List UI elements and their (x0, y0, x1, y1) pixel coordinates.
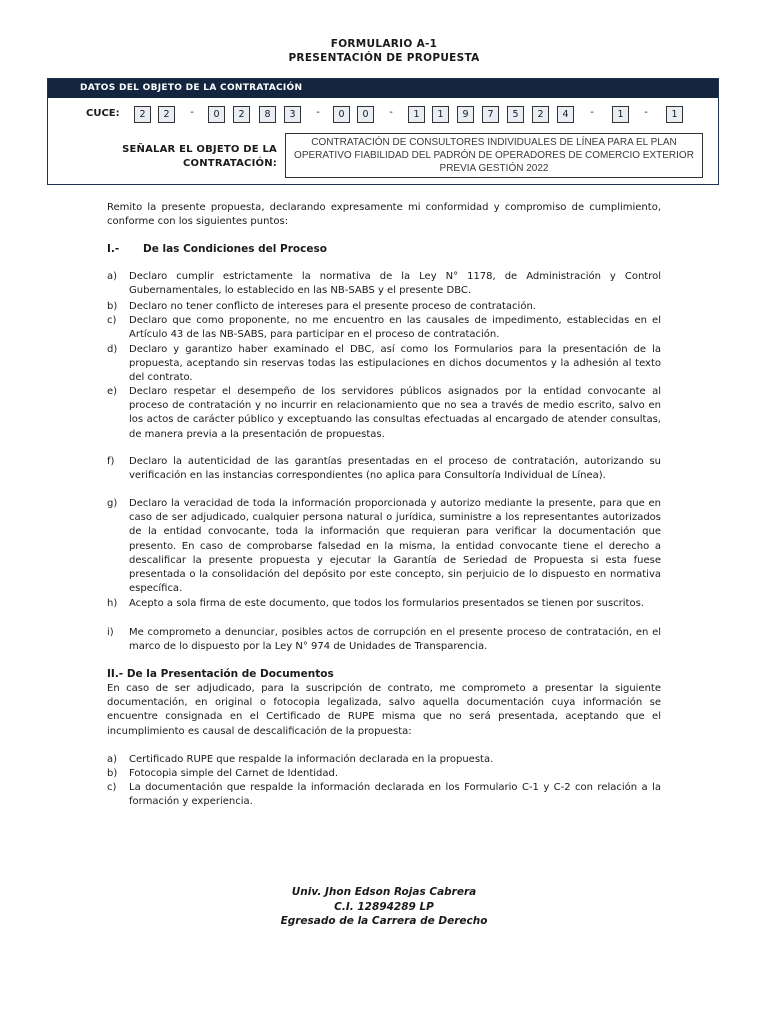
item-letter: g) (107, 498, 118, 509)
item-text: Fotocopia simple del Carnet de Identidad. (129, 768, 339, 779)
cuce-digit: 2 (158, 106, 175, 123)
contract-data-header: DATOS DEL OBJETO DE LA CONTRATACIÓN (48, 79, 718, 98)
item-letter: f) (107, 456, 115, 467)
cuce-digit: 1 (612, 106, 629, 123)
section1-number: I.- (107, 243, 120, 255)
contract-object-label-line2: CONTRATACIÓN: (182, 158, 277, 169)
contract-object-label (100, 143, 277, 171)
list-item (107, 597, 661, 611)
cuce-digit: 1 (666, 106, 683, 123)
contract-object-label-line1: SEÑALAR EL OBJETO DE LA (122, 144, 277, 155)
list-item (107, 343, 661, 386)
item-letter: a) (107, 271, 118, 282)
cuce-separator: - (590, 107, 594, 118)
item-text: Certificado RUPE que respalde la información declarada en la propuesta. (129, 754, 494, 765)
cuce-digit: 2 (532, 106, 549, 123)
section1-heading (107, 243, 327, 255)
item-letter: b) (107, 768, 118, 779)
item-text: Acepto a sola firma de este documento, que todos los formularios presentados se tienen por suscritos. (129, 598, 644, 609)
item-text: Declaro respetar el desempeño de los servidores públicos asignados por la entidad convocante al proceso de contratación y no incurrir en relacionamiento que no sea a través de medio escrito, salvo en los actos de carácter público y exceptuando las consultas efectuadas al encargado de atender consultas, de manera previa a la presentación de propuestas. (129, 386, 661, 440)
item-text: Declaro y garantizo haber examinado el DBC, así como los Formularios para la presentación de la propuesta, aceptando sin reservas todas las estipulaciones en dichos documentos y la adhesión al texto del contrato. (129, 344, 661, 384)
list-item (107, 753, 661, 767)
cuce-digit: 4 (557, 106, 574, 123)
cuce-digit: 3 (284, 106, 301, 123)
cuce-separator: - (644, 107, 648, 118)
item-letter: b) (107, 301, 118, 312)
cuce-digit: 1 (408, 106, 425, 123)
item-letter: a) (107, 754, 118, 765)
list-item (107, 314, 661, 342)
section2-heading: II.- De la Presentación de Documentos (107, 668, 334, 680)
item-letter: h) (107, 598, 118, 609)
item-text: Declaro la autenticidad de las garantías presentadas en el proceso de contratación, autorizando su verificación en las instancias correspondientes (no aplica para Consultoría Individual de Línea). (129, 456, 661, 482)
item-text: Declaro cumplir estrictamente la normativa de la Ley N° 1178, de Administración y Control Gubernamentales, lo establecido en las NB-SABS y el presente DBC. (129, 271, 661, 297)
list-item (107, 300, 661, 314)
signature-name: Univ. Jhon Edson Rojas Cabrera (291, 886, 477, 898)
item-letter: d) (107, 344, 118, 355)
list-item (107, 767, 661, 781)
item-letter: c) (107, 782, 117, 793)
cuce-separator: - (389, 107, 393, 118)
cuce-digit: 2 (233, 106, 250, 123)
cuce-digit: 0 (208, 106, 225, 123)
signature-role: Egresado de la Carrera de Derecho (280, 915, 488, 927)
form-subtitle: PRESENTACIÓN DE PROPUESTA (288, 52, 480, 64)
form-title: FORMULARIO A-1 (330, 38, 438, 50)
list-item (107, 626, 661, 654)
item-text: Declaro no tener conflicto de intereses para el presente proceso de contratación. (129, 301, 536, 312)
cuce-digit: 5 (507, 106, 524, 123)
cuce-digit: 9 (457, 106, 474, 123)
cuce-digit: 8 (259, 106, 276, 123)
cuce-label: CUCE: (86, 108, 120, 119)
section1-title: De las Condiciones del Proceso (143, 243, 327, 255)
cuce-separator: - (316, 107, 320, 118)
contract-object-value: CONTRATACIÓN DE CONSULTORES INDIVIDUALES DE LÍNEA PARA EL PLAN OPERATIVO FIABILIDAD DEL PADRÓN DE OPERADORES DE COMERCIO EXTERIOR PREVIA GESTIÓN 2022 (285, 133, 703, 178)
cuce-digit: 0 (333, 106, 350, 123)
list-item (107, 781, 661, 809)
section2-intro: En caso de ser adjudicado, para la suscripción de contrato, me comprometo a presentar la siguiente documentación, en original o fotocopia legalizada, salvo aquella documentación cuya información se encuentre consignada en el Certificado de RUPE misma que no será presentada, aceptando que el incumplimiento es causal de descalificación de la propuesta: (107, 683, 661, 737)
cuce-digit: 1 (432, 106, 449, 123)
item-text: Me comprometo a denunciar, posibles actos de corrupción en el presente proceso de contratación, en el marco de lo dispuesto por la Ley N° 974 de Unidades de Transparencia. (129, 627, 661, 653)
cuce-separator: - (190, 107, 194, 118)
cuce-digit: 2 (134, 106, 151, 123)
list-item (107, 385, 661, 442)
item-text: Declaro la veracidad de toda la información proporcionada y autorizo mediante la presente, para que en caso de ser adjudicado, cualquier persona natural o jurídica, suministre a los representantes autorizados de la entidad convocante, toda la información que requieran para verificar la documentación que presento. En caso de comprobarse falsedad en la misma, la entidad convocante tiene el derecho a descalificar la presente propuesta y ejecutar la Garantía de Seriedad de Propuesta si esta fuese presentada o la consolidación del depósito por este concepto, sin perjuicio de lo dispuesto en normativa específica. (129, 498, 661, 595)
item-text: La documentación que respalde la información declarada en los Formulario C-1 y C-2 con relación a la formación y experiencia. (129, 782, 661, 808)
list-item (107, 455, 661, 483)
list-item (107, 270, 661, 298)
item-text: Declaro que como proponente, no me encuentro en las causales de impedimento, establecidas en el Artículo 43 de las NB-SABS, para participar en el proceso de contratación. (129, 315, 661, 341)
signature-ci: C.I. 12894289 LP (334, 901, 434, 913)
item-letter: c) (107, 315, 117, 326)
item-letter: i) (107, 627, 114, 638)
list-item (107, 497, 661, 596)
item-letter: e) (107, 386, 118, 397)
cuce-digit: 0 (357, 106, 374, 123)
intro-paragraph: Remito la presente propuesta, declarando expresamente mi conformidad y compromiso de cumplimiento, conforme con los siguientes puntos: (107, 202, 661, 228)
cuce-digit: 7 (482, 106, 499, 123)
